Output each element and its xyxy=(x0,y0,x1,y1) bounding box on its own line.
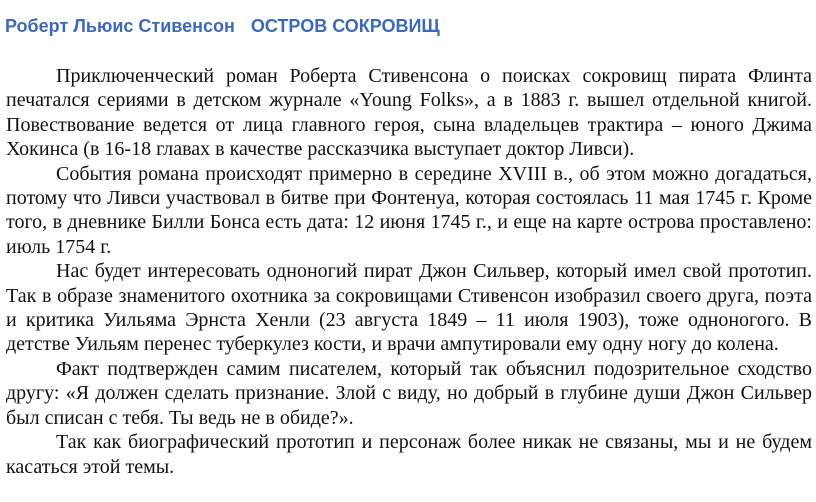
document-title xyxy=(5,14,440,38)
book-title: ОСТРОВ СОКРОВИЩ xyxy=(250,16,440,36)
paragraph: События романа происходят примерно в середине XVIII в., об этом можно догадаться, потому что Ливси участвовал в битве при Фонтенуа, которая состоялась 11 мая 1745 г. Кроме того, в дневнике Билли Бонса есть дата: 12 июня 1745 г., и еще на карте острова проставлено: июль 1754 г. xyxy=(6,162,812,258)
document-body xyxy=(6,64,812,479)
paragraph: Приключенческий роман Роберта Стивенсона о поисках сокровищ пирата Флинта печатался сериями в детском журнале «Young Folks», а в 1883 г. вышел отдельной книгой. Повествование ведется от лица главного героя, сына владельцев трактира – юного Джима Хокинса (в 16-18 главах в качестве рассказчика выступает доктор Ливси). xyxy=(6,65,812,161)
paragraph: Так как биографический прототип и персонаж более никак не связаны, мы и не будем касаться этой темы. xyxy=(6,431,812,478)
author-name: Роберт Льюис Стивенсон xyxy=(5,16,235,36)
paragraph: Нас будет интересовать одноногий пират Джон Сильвер, который имел свой прототип. Так в образе знаменитого охотника за сокровищами Стивенсон изобразил своего друга, поэта и критика Уильяма Эрнста Хенли (23 августа 1849 – 11 июля 1903), тоже одноногого. В детстве Уильям перенес туберкулез кости, и врачи ампутировали ему одну ногу до колена. xyxy=(6,260,812,356)
paragraph: Факт подтвержден самим писателем, который так объяснил подозрительное сходство другу: «Я должен сделать признание. Злой с виду, но добрый в глубине души Джон Сильвер был списан с тебя. Ты ведь не в обиде?». xyxy=(6,357,812,429)
